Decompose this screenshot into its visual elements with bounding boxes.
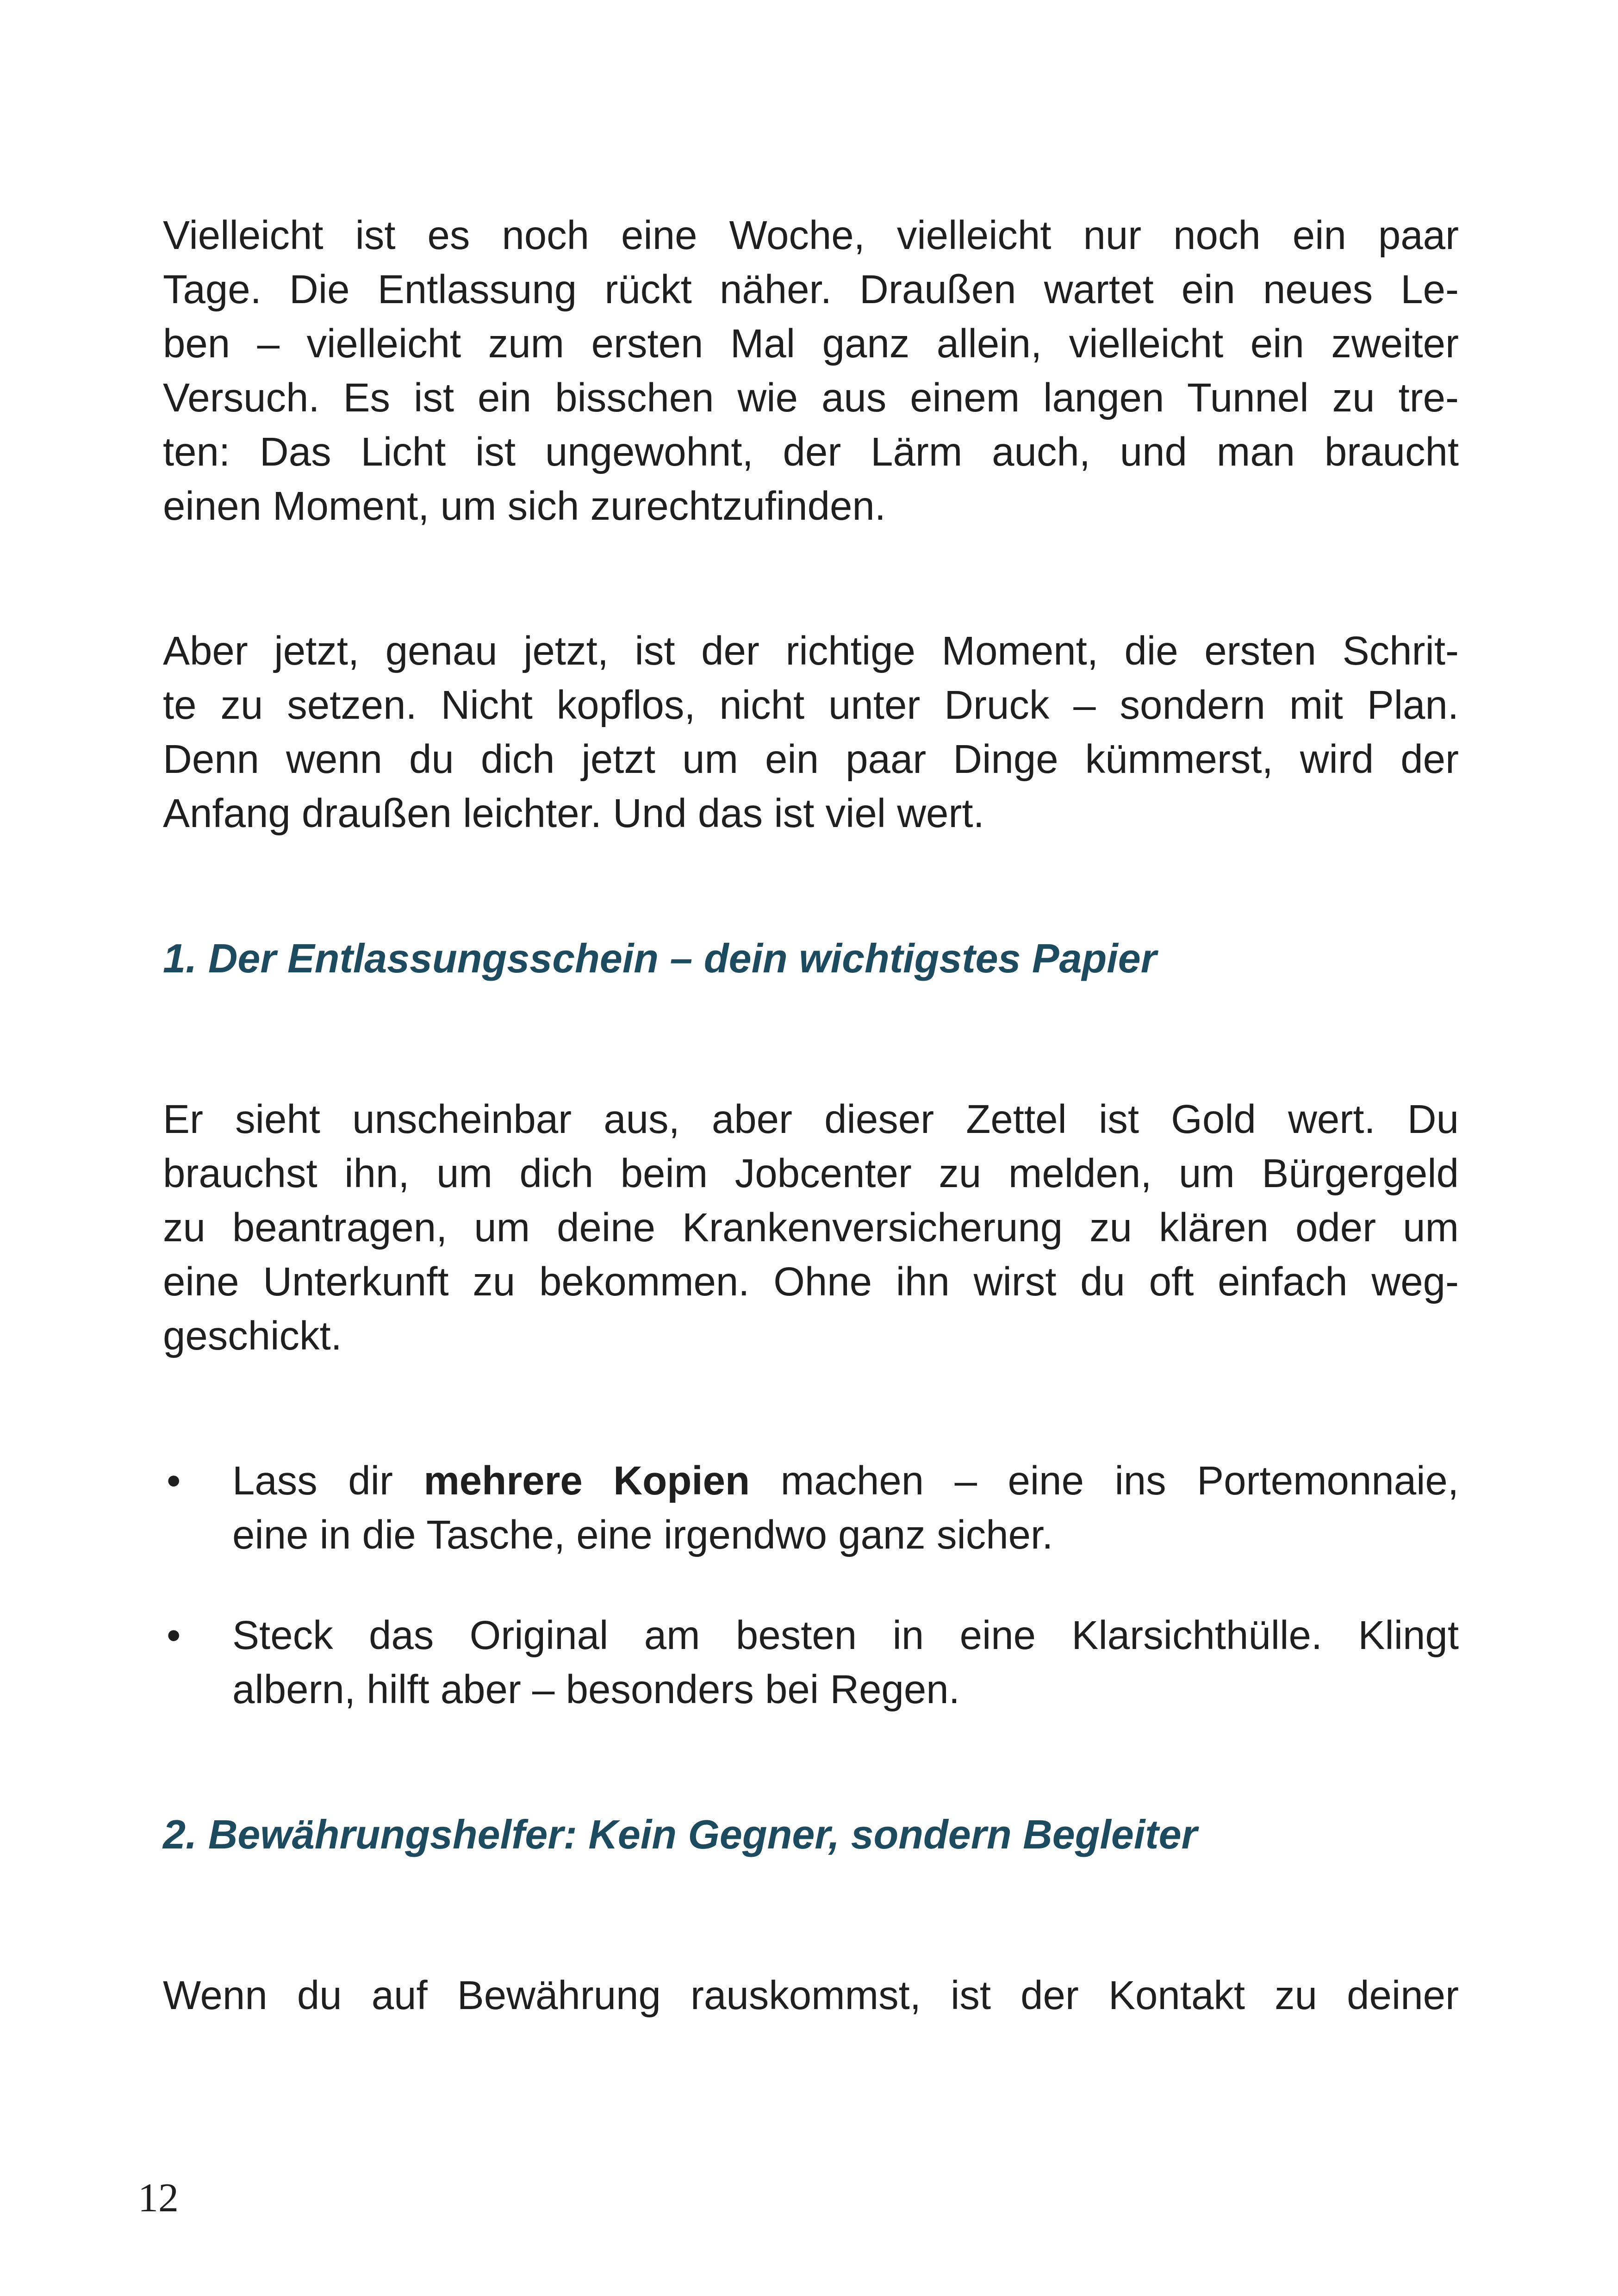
text-line: einen Moment, um sich zurechtzufinden. (163, 484, 886, 529)
emphasis-text: mehrere Kopien (423, 1458, 750, 1503)
text-line: eine in die Tasche, eine irgendwo ganz sicher. (232, 1512, 1053, 1557)
section-heading-entlassungsschein: 1. Der Entlassungsschein – dein wichtigstes Papier (163, 935, 1157, 981)
text-line: ben – vielleicht zum ersten Mal ganz allein, vielleicht ein zweiter (163, 321, 1459, 366)
page-content (163, 208, 1459, 2022)
page-number: 12 (138, 2176, 179, 2221)
intro-paragraph (163, 208, 1459, 533)
list-item (163, 1454, 1459, 1562)
second-paragraph (163, 624, 1459, 840)
text-line: Er sieht unscheinbar aus, aber dieser Zettel ist Gold wert. Du (163, 1097, 1459, 1142)
text-line: Vielleicht ist es noch eine Woche, vielleicht nur noch ein paar (163, 213, 1459, 258)
bullet-icon: • (167, 1613, 181, 1658)
text-line: albern, hilft aber – besonders bei Regen. (232, 1667, 960, 1712)
text-line: Denn wenn du dich jetzt um ein paar Dinge kümmerst, wird der (163, 737, 1459, 782)
text-line: Versuch. Es ist ein bisschen wie aus einem langen Tunnel zu tre- (163, 375, 1459, 420)
bewaehrung-paragraph (163, 1968, 1459, 2022)
text-line: brauchst ihn, um dich beim Jobcenter zu melden, um Bürgergeld (163, 1151, 1459, 1196)
text-line (232, 1454, 1459, 1508)
text-line: te zu setzen. Nicht kopflos, nicht unter Druck – sondern mit Plan. (163, 683, 1459, 728)
tips-list (163, 1454, 1459, 1717)
text-line: geschickt. (163, 1313, 342, 1358)
text-line: ten: Das Licht ist ungewohnt, der Lärm auch, und man braucht (163, 429, 1459, 474)
entlassungsschein-paragraph (163, 1092, 1459, 1363)
text-line: Wenn du auf Bewährung rauskommst, ist der Kontakt zu deiner (163, 1973, 1459, 2018)
text-line: zu beantragen, um deine Krankenversicherung zu klären oder um (163, 1205, 1459, 1250)
bullet-icon: • (167, 1458, 181, 1503)
text-line: Tage. Die Entlassung rückt näher. Draußen wartet ein neues Le- (163, 267, 1459, 312)
list-item-text: machen – eine ins Portemonnaie, (750, 1458, 1459, 1503)
text-line: Steck das Original am besten in eine Klarsichthülle. Klingt (232, 1613, 1459, 1658)
text-line: Anfang draußen leichter. Und das ist viel wert. (163, 791, 984, 836)
list-item (163, 1608, 1459, 1717)
section-heading-bewaehrungshelfer: 2. Bewährungshelfer: Kein Gegner, sondern Begleiter (163, 1811, 1197, 1857)
list-item-text: Lass dir (232, 1458, 424, 1503)
text-line: eine Unterkunft zu bekommen. Ohne ihn wirst du oft einfach weg- (163, 1259, 1459, 1304)
text-line: Aber jetzt, genau jetzt, ist der richtige Moment, die ersten Schrit- (163, 628, 1459, 673)
